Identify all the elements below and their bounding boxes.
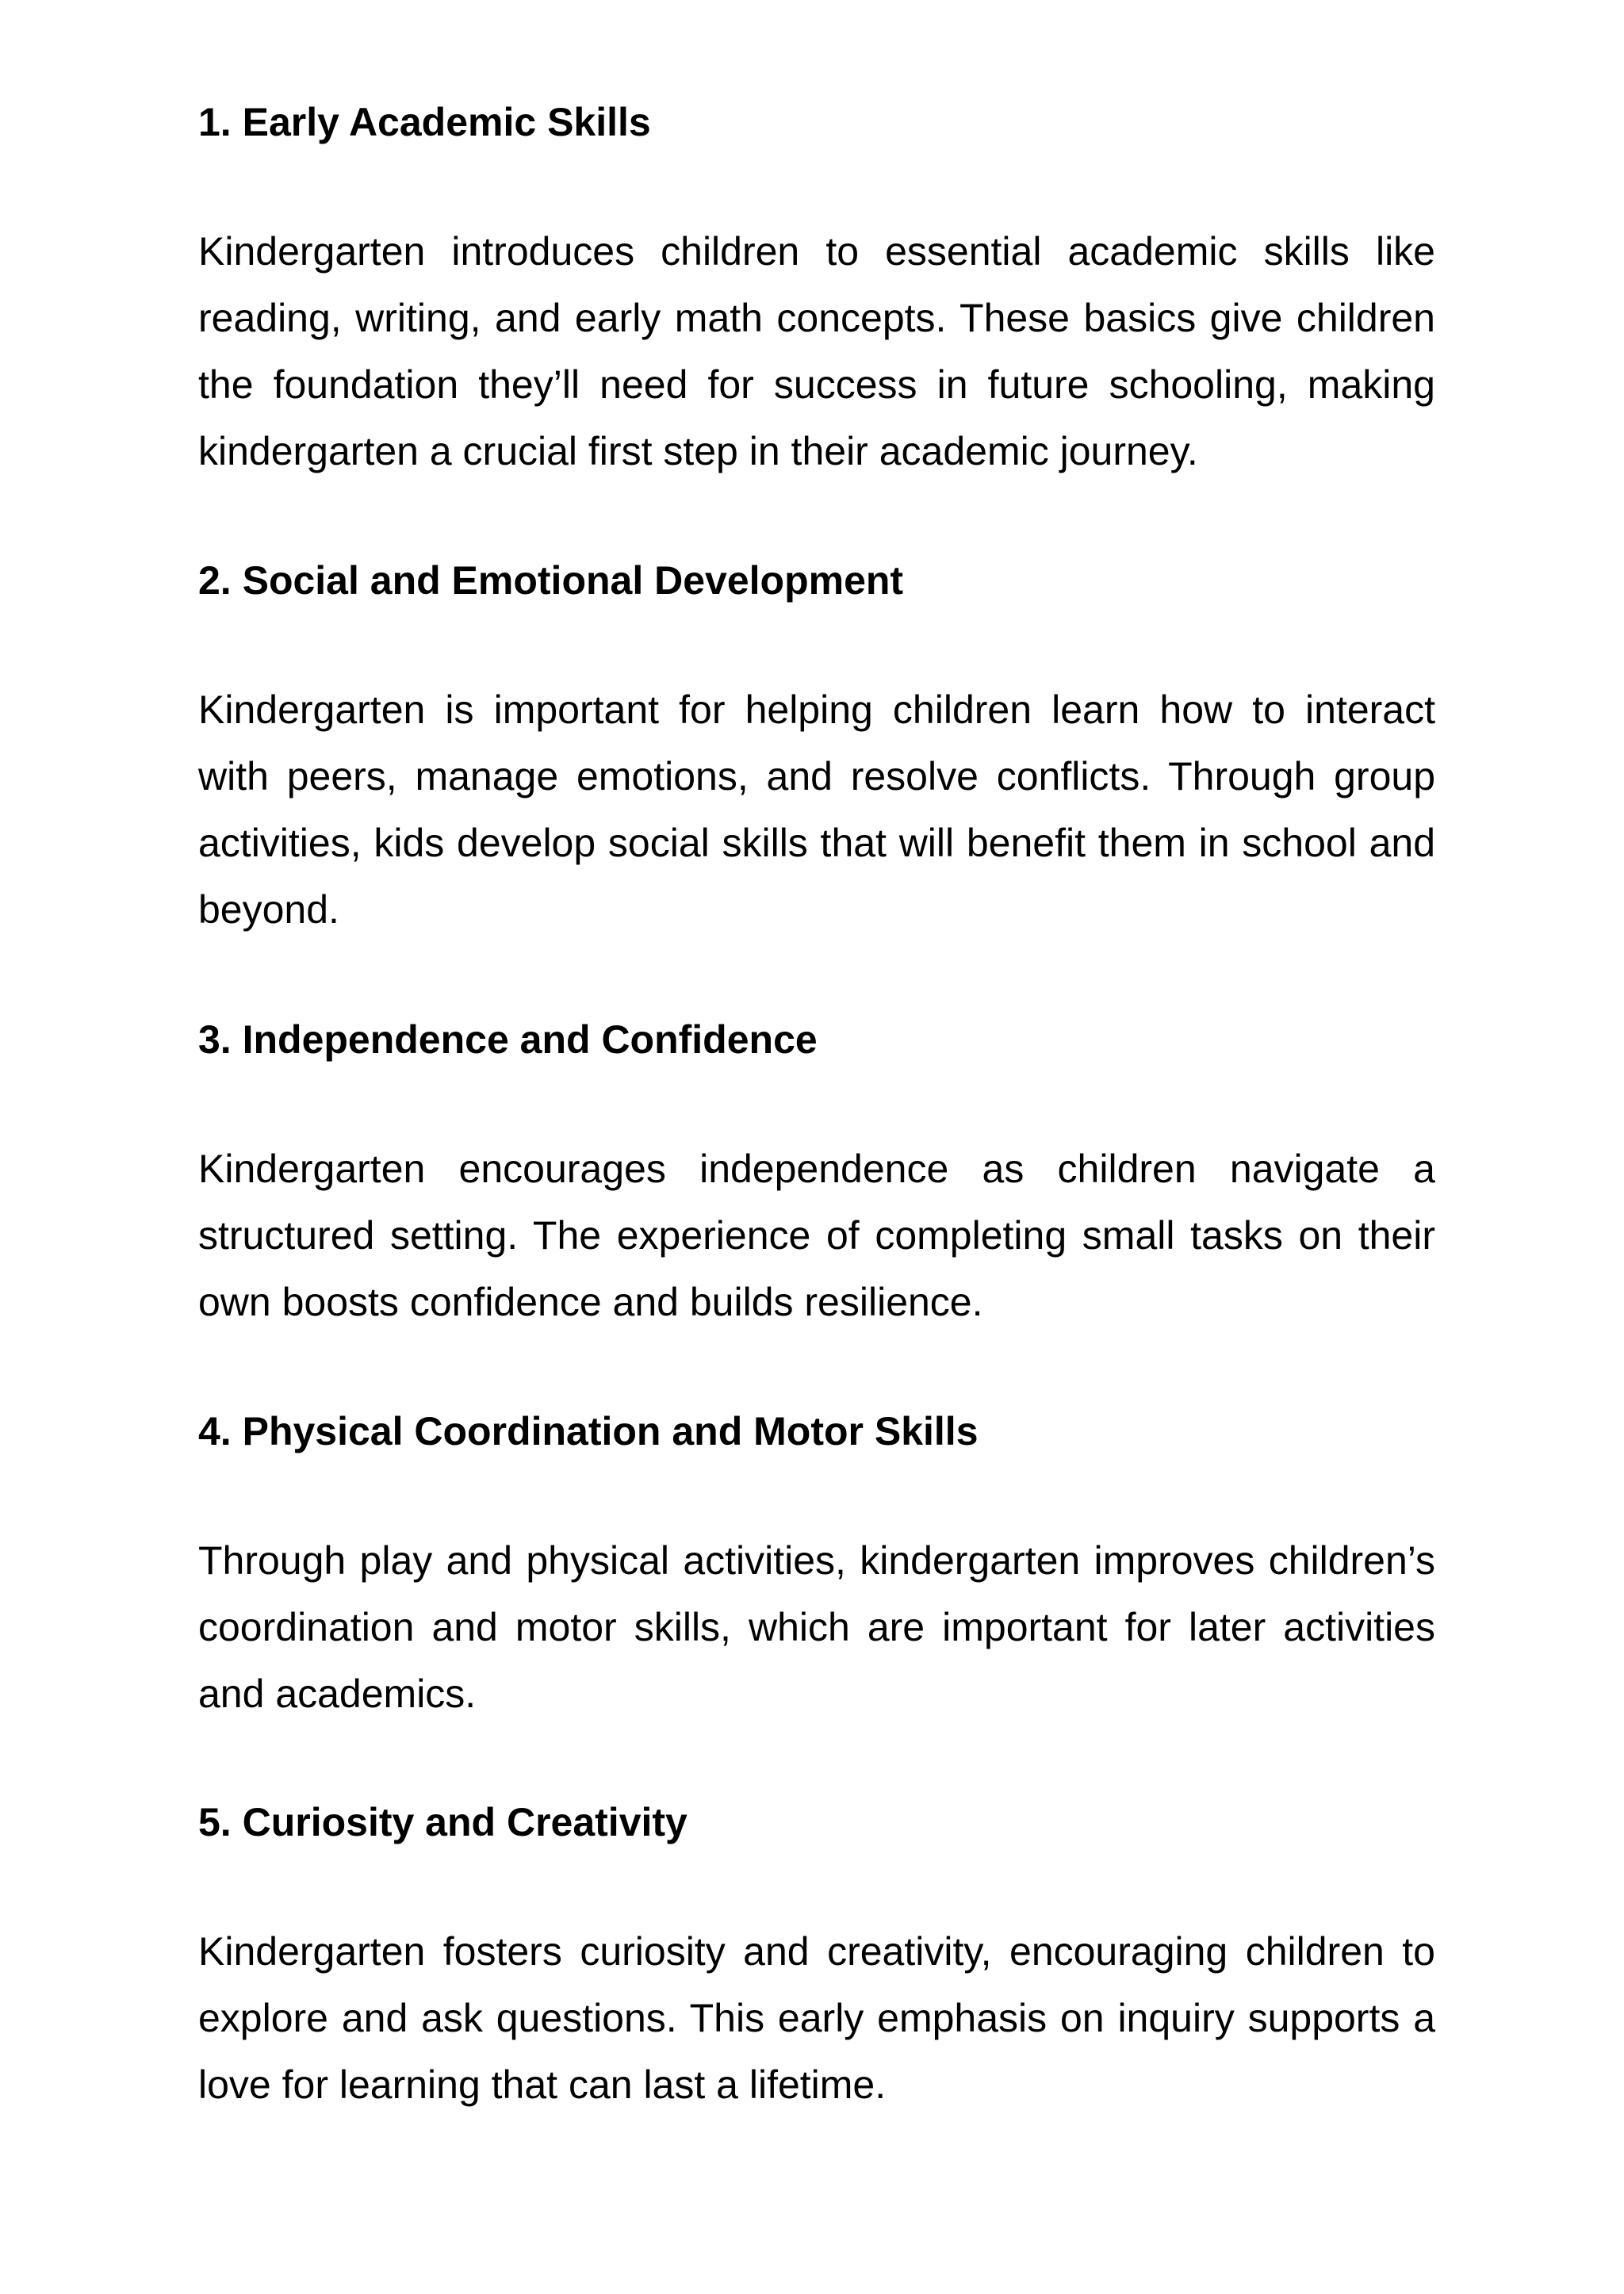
section-body-physical-coordination: Through play and physical activities, kindergarten improves children’s coordination and motor skills, which are important for later activities and academics. — [198, 1538, 1435, 1716]
section-heading-early-academic-skills: 1. Early Academic Skills — [198, 100, 651, 144]
section-heading-curiosity-creativity: 5. Curiosity and Creativity — [198, 1800, 688, 1844]
section-heading-social-emotional-development: 2. Social and Emotional Development — [198, 558, 904, 603]
section-heading-independence-confidence: 3. Independence and Confidence — [198, 1017, 818, 1062]
section-heading-physical-coordination: 4. Physical Coordination and Motor Skills — [198, 1409, 979, 1453]
section-body-early-academic-skills: Kindergarten introduces children to essential academic skills like reading, writing, and early math concepts. These basics give children the foundation they’ll need for success in future schooling, making kindergarten a crucial first step in their academic journey. — [198, 229, 1435, 473]
section-body-social-emotional-development: Kindergarten is important for helping children learn how to interact with peers, manage emotions, and resolve conflicts. Through group activities, kids develop social skills that will benefit them in school and beyond. — [198, 687, 1435, 932]
section-body-curiosity-creativity: Kindergarten fosters curiosity and creativity, encouraging children to explore and ask questions. This early emphasis on inquiry supports a love for learning that can last a lifetime. — [198, 1929, 1435, 2107]
section-body-independence-confidence: Kindergarten encourages independence as children navigate a structured setting. The experience of completing small tasks on their own boosts confidence and builds resilience. — [198, 1147, 1435, 1324]
